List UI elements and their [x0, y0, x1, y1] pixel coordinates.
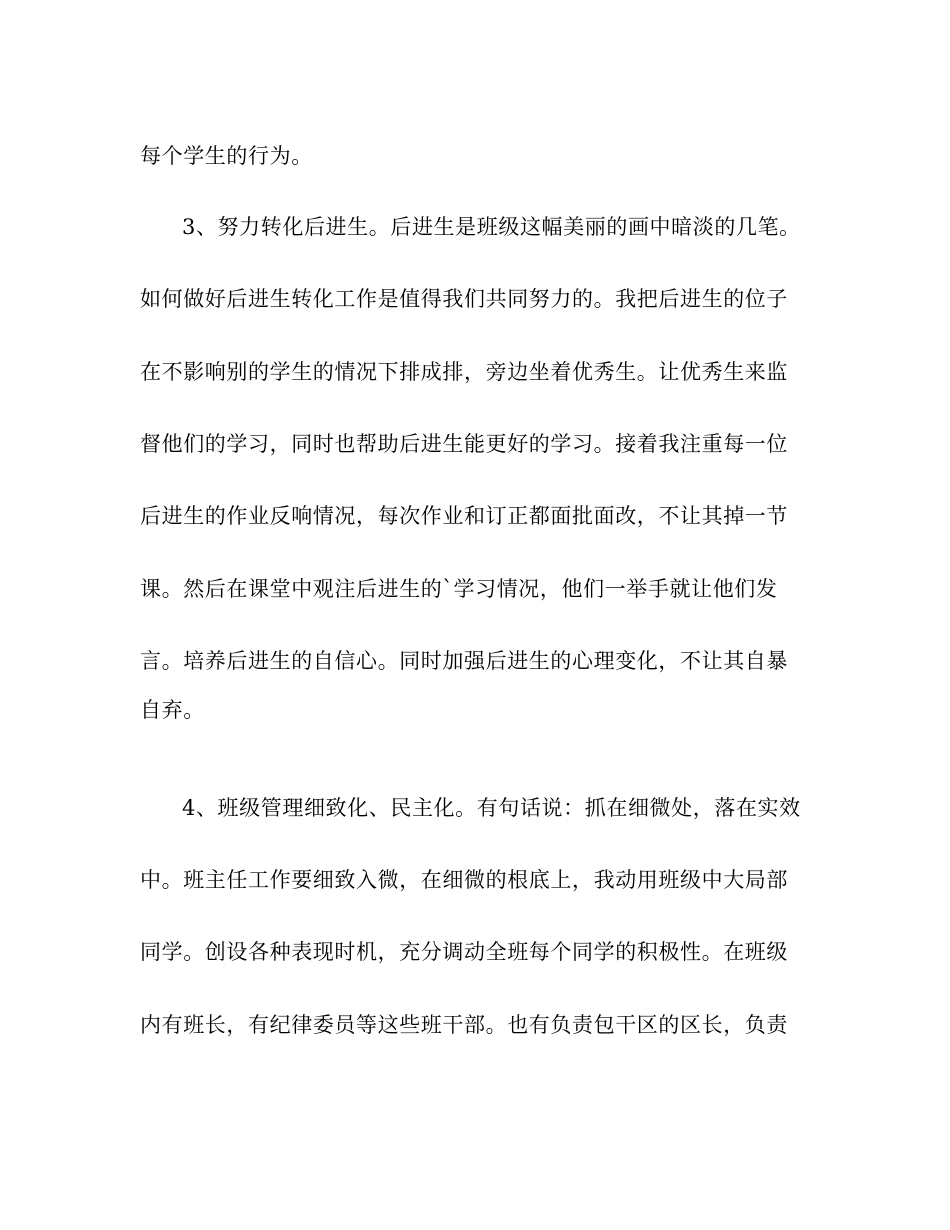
text-line-7: 课。然后在课堂中观注后进生的`学习情况，他们一举手就让他们发 — [140, 577, 778, 601]
paragraph-4-first-line: 4、班级管理细致化、民主化。有句话说：抓在细微处，落在实效 — [182, 796, 801, 820]
text-line-9: 自弃。 — [140, 698, 205, 722]
text-line-13: 内有班长，有纪律委员等这些班干部。也有负责包干区的区长，负责 — [140, 1013, 788, 1037]
text-line-4: 在不影响别的学生的情况下排成排，旁边坐着优秀生。让优秀生来监 — [140, 360, 788, 384]
paragraph-3-first-line: 3、努力转化后进生。后进生是班级这幅美丽的画中暗淡的几笔。 — [182, 215, 801, 239]
text-line-12: 同学。创设各种表现时机，充分调动全班每个同学的积极性。在班级 — [140, 940, 788, 964]
text-line-5: 督他们的学习，同时也帮助后进生能更好的学习。接着我注重每一位 — [140, 432, 788, 456]
text-line-3: 如何做好后进生转化工作是值得我们共同努力的。我把后进生的位子 — [140, 287, 788, 311]
text-line-6: 后进生的作业反响情况，每次作业和订正都面批面改，不让其掉一节 — [140, 504, 788, 528]
text-line-1: 每个学生的行为。 — [140, 144, 313, 168]
text-line-8: 言。培养后进生的自信心。同时加强后进生的心理变化，不让其自暴 — [140, 649, 788, 673]
text-line-11: 中。班主任工作要细致入微，在细微的根底上，我动用班级中大局部 — [140, 868, 788, 892]
